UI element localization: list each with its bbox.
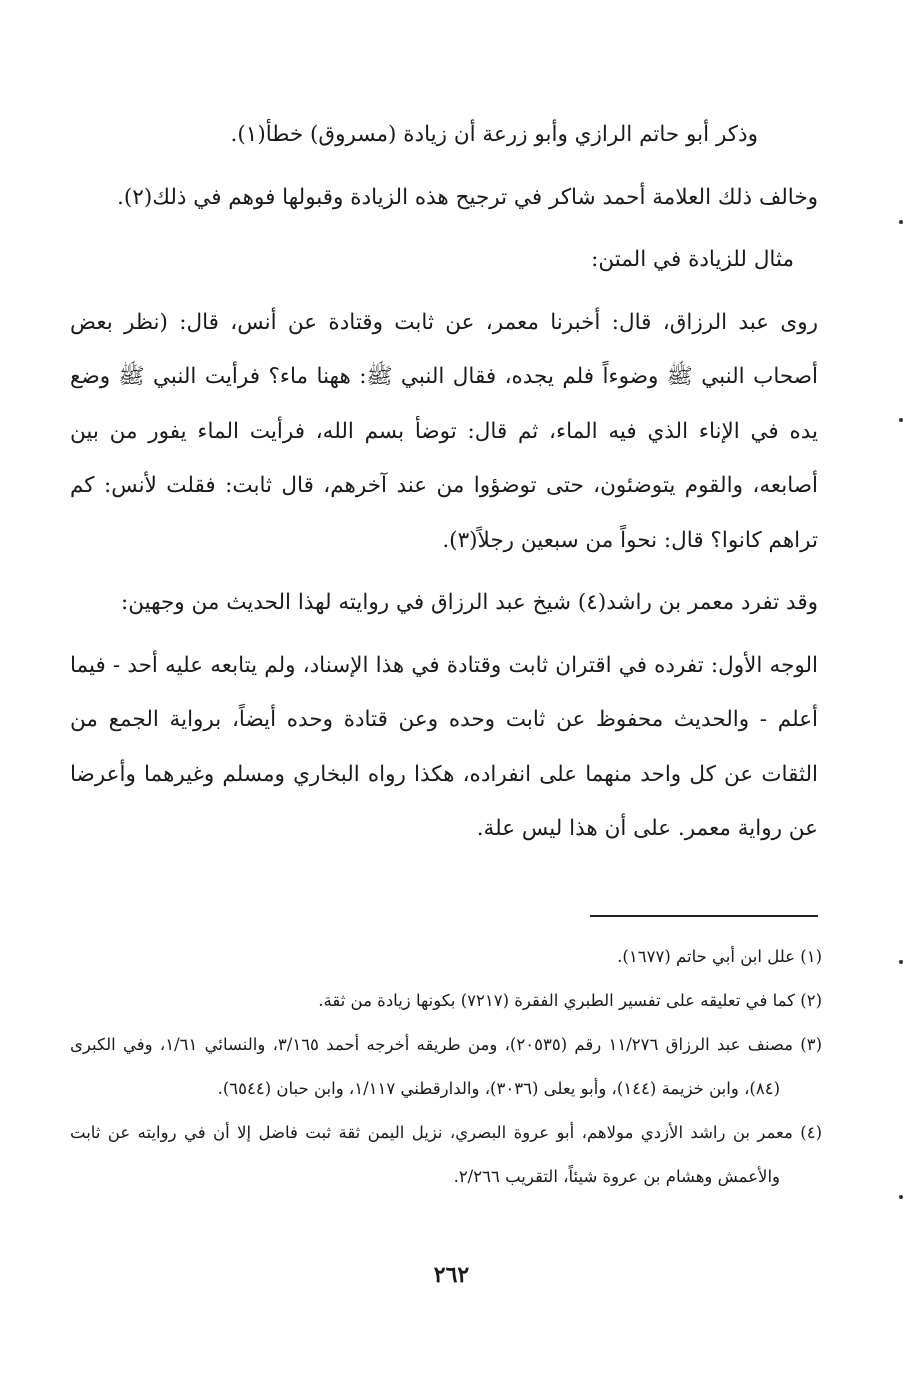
- scan-mark: [899, 960, 903, 964]
- paragraph-1: وذكر أبو حاتم الرازي وأبو زرعة أن زيادة (مسروق) خطأ(١).: [230, 122, 758, 147]
- page-number: ٢٦٢: [433, 1262, 470, 1288]
- footnote-3: (٣) مصنف عبد الرزاق ١١/٢٧٦ رقم (٢٠٥٣٥)، ومن طريقه أخرجه أحمد ٣/١٦٥، والنسائي ١/٦١، وفي الكبرى (٨٤)، وابن خزيمة (١٤٤)، وأبو يعلى (٣٠٣٦)، والدارقطني ١/١١٧، وابن حبان (٦٥٤٤).: [70, 1035, 823, 1098]
- footnote-2: (٢) كما في تعليقه على تفسير الطبري الفقرة (٧٢١٧) بكونها زيادة من ثقة.: [318, 991, 822, 1010]
- paragraph-4: روى عبد الرزاق، قال: أخبرنا معمر، عن ثابت وقتادة عن أنس، قال: (نظر بعض أصحاب النبي ﷺ وضوءاً فلم يجده، فقال النبي ﷺ: ههنا ماء؟ فرأيت النبي ﷺ وضع يده في الإناء الذي فيه الماء، ثم قال: توضأ بسم الله، فرأيت الماء يفور من بين أصابعه، والقوم يتوضئون، حتى توضؤوا من عند آخرهم، قال ثابت: فقلت لأنس: كم تراهم كانوا؟ قال: نحواً من سبعين رجلاً(٣).: [70, 309, 818, 553]
- footnotes: [70, 935, 822, 1199]
- paragraph-5: وقد تفرد معمر بن راشد(٤) شيخ عبد الرزاق في روايته لهذا الحديث من وجهين:: [120, 590, 818, 615]
- scan-mark: [899, 1195, 903, 1199]
- paragraph-6: الوجه الأول: تفرده في اقتران ثابت وقتادة في هذا الإسناد، ولم يتابعه عليه أحد - فيما أعلم - والحديث محفوظ عن ثابت وحده وعن قتادة وحده أيضاً، برواية الجمع من الثقات عن كل واحد منهما على انفراده، هكذا رواه البخاري ومسلم وغيرهما وأعرضا عن رواية معمر. على أن هذا ليس علة.: [70, 652, 818, 841]
- scan-mark: [899, 418, 903, 422]
- footnote-separator: [590, 915, 818, 917]
- paragraph-2: وخالف ذلك العلامة أحمد شاكر في ترجيح هذه الزيادة وقبولها فوهم في ذلك(٢).: [117, 184, 818, 210]
- scan-mark: [899, 220, 903, 224]
- footnote-1: (١) علل ابن أبي حاتم (١٦٧٧).: [617, 947, 822, 966]
- paragraph-3-heading: مثال للزيادة في المتن:: [591, 247, 794, 272]
- footnote-4: (٤) معمر بن راشد الأزدي مولاهم، أبو عروة البصري، نزيل اليمن ثقة ثبت فاضل إلا أن في روايته عن ثابت والأعمش وهشام بن عروة شيئاً، التقريب ٢/٢٦٦.: [70, 1123, 822, 1186]
